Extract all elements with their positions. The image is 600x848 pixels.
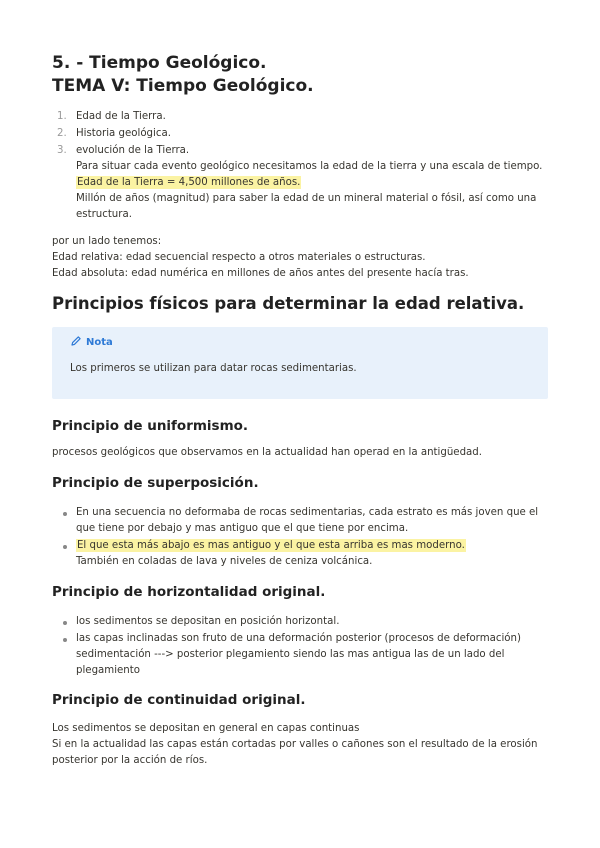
intro-block — [52, 234, 548, 282]
list-item: los sedimentos se depositan en posición horizontal. — [52, 614, 548, 630]
note-label: Nota — [86, 337, 113, 348]
continuidad-heading: Principio de continuidad original. — [52, 692, 306, 708]
list-item-text: las capas inclinadas son fruto de una deformación posterior (procesos de deformación) — [76, 633, 521, 644]
superposicion-heading: Principio de superposición. — [52, 475, 259, 491]
list-item — [52, 108, 548, 125]
list-subtext: Para situar cada evento geológico necesitamos la edad de la tierra y una escala de tiempo. — [76, 161, 543, 172]
paragraph: Edad relativa: edad secuencial respecto a otros materiales o estructuras. — [52, 252, 426, 263]
list-item-text: evolución de la Tierra. — [76, 145, 190, 156]
uniformismo-heading: Principio de uniformismo. — [52, 418, 249, 434]
list-number: 1. — [57, 111, 67, 122]
section-heading: Principios físicos para determinar la edad relativa. — [52, 294, 525, 313]
list-item-text: Historia geológica. — [76, 128, 171, 139]
list-item — [52, 631, 548, 679]
list-item-text: También en coladas de lava y niveles de ceniza volcánica. — [76, 556, 373, 567]
note-callout — [52, 327, 548, 399]
list-subtext: Millón de años (magnitud) para saber la edad de un mineral material o fósil, así como una estructura. — [76, 193, 537, 220]
list-number: 3. — [57, 145, 67, 156]
pencil-icon — [70, 335, 82, 350]
list-item-text: Edad de la Tierra. — [76, 111, 166, 122]
highlighted-text: El que esta más abajo es mas antiguo y el que esta arriba es mas moderno. — [77, 540, 465, 551]
topic-title: TEMA V: Tiempo Geológico. — [52, 76, 314, 96]
paragraph: Edad absoluta: edad numérica en millones de años antes del presente hacía tras. — [52, 268, 469, 279]
page-title: 5. - Tiempo Geológico. — [52, 53, 267, 73]
paragraph: procesos geológicos que observamos en la actualidad han operad en la antigüedad. — [52, 447, 482, 458]
note-text: Los primeros se utilizan para datar rocas sedimentarias. — [70, 363, 357, 374]
paragraph: Los sedimentos se depositan en general en capas continuas — [52, 723, 360, 734]
paragraph: por un lado tenemos: — [52, 236, 162, 247]
note-header — [70, 335, 530, 350]
list-number: 2. — [57, 128, 67, 139]
highlighted-text: Edad de la Tierra = 4,500 millones de años. — [77, 177, 301, 188]
continuidad-block — [52, 721, 548, 769]
list-item: En una secuencia no deformaba de rocas sedimentarias, cada estrato es más joven que el que tiene por debajo y mas antiguo que el que tiene por encima. — [52, 505, 548, 537]
list-item — [52, 142, 548, 223]
paragraph: Si en la actualidad las capas están cortadas por valles o cañones son el resultado de la erosión posterior por la acción de ríos. — [52, 739, 538, 766]
list-item — [52, 538, 548, 570]
horizontalidad-heading: Principio de horizontalidad original. — [52, 584, 326, 600]
bullet-list — [52, 505, 548, 570]
list-item-text: sedimentación ---> posterior plegamiento siendo las mas antigua las de un lado del plegamiento — [76, 649, 505, 676]
list-item — [52, 125, 548, 142]
bullet-list — [52, 614, 548, 679]
ordered-list — [52, 108, 548, 223]
